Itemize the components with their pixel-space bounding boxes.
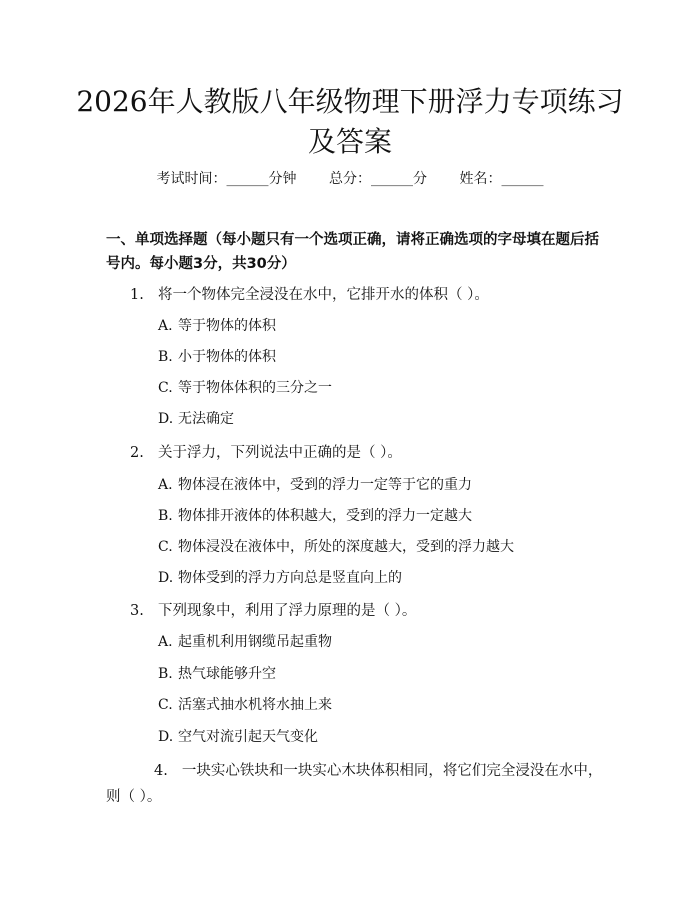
option-1a: A. 等于物体的体积 xyxy=(158,318,276,334)
question-stem: 一块实心铁块和一块实心木块体积相同，将它们完全浸没在水中，则（ ）。 xyxy=(106,763,603,805)
question-3 xyxy=(106,598,606,624)
exam-info-line xyxy=(0,168,700,188)
option-2d: D. 物体受到的浮力方向总是竖直向上的 xyxy=(158,570,402,586)
section-heading: 一、单项选择题（每小题只有一个选项正确，请将正确选项的字母填在题后括号内。每小题3分，共30分） xyxy=(106,232,599,272)
question-number: 3. xyxy=(130,603,144,619)
exam-time: 考试时间：______分钟 xyxy=(156,171,297,187)
question-4 xyxy=(106,758,606,810)
question-stem: 将一个物体完全浸没在水中，它排开水的体积（ ）。 xyxy=(158,287,489,303)
option-2b: B. 物体排开液体的体积越大，受到的浮力一定越大 xyxy=(158,508,472,524)
option-3c: C. 活塞式抽水机将水抽上来 xyxy=(158,697,332,713)
question-2 xyxy=(106,440,606,466)
question-stem: 关于浮力，下列说法中正确的是（ ）。 xyxy=(158,445,402,461)
option-3d: D. 空气对流引起天气变化 xyxy=(158,729,318,745)
question-number: 2. xyxy=(130,445,144,461)
page-title: 2026年人教版八年级物理下册浮力专项练习及答案 xyxy=(76,85,624,158)
student-name: 姓名：______ xyxy=(459,171,544,187)
option-3b: B. 热气球能够升空 xyxy=(158,666,276,682)
question-number: 1. xyxy=(130,287,144,303)
option-1b: B. 小于物体的体积 xyxy=(158,349,276,365)
option-2c: C. 物体浸没在液体中，所处的深度越大，受到的浮力越大 xyxy=(158,539,514,555)
option-1d: D. 无法确定 xyxy=(158,411,234,427)
question-1 xyxy=(106,282,606,308)
question-number: 4. xyxy=(154,763,168,779)
option-1c: C. 等于物体体积的三分之一 xyxy=(158,380,332,396)
option-3a: A. 起重机利用钢缆吊起重物 xyxy=(158,634,332,650)
question-stem: 下列现象中，利用了浮力原理的是（ ）。 xyxy=(158,603,417,619)
option-2a: A. 物体浸在液体中，受到的浮力一定等于它的重力 xyxy=(158,477,472,493)
total-score: 总分：______分 xyxy=(329,171,427,187)
